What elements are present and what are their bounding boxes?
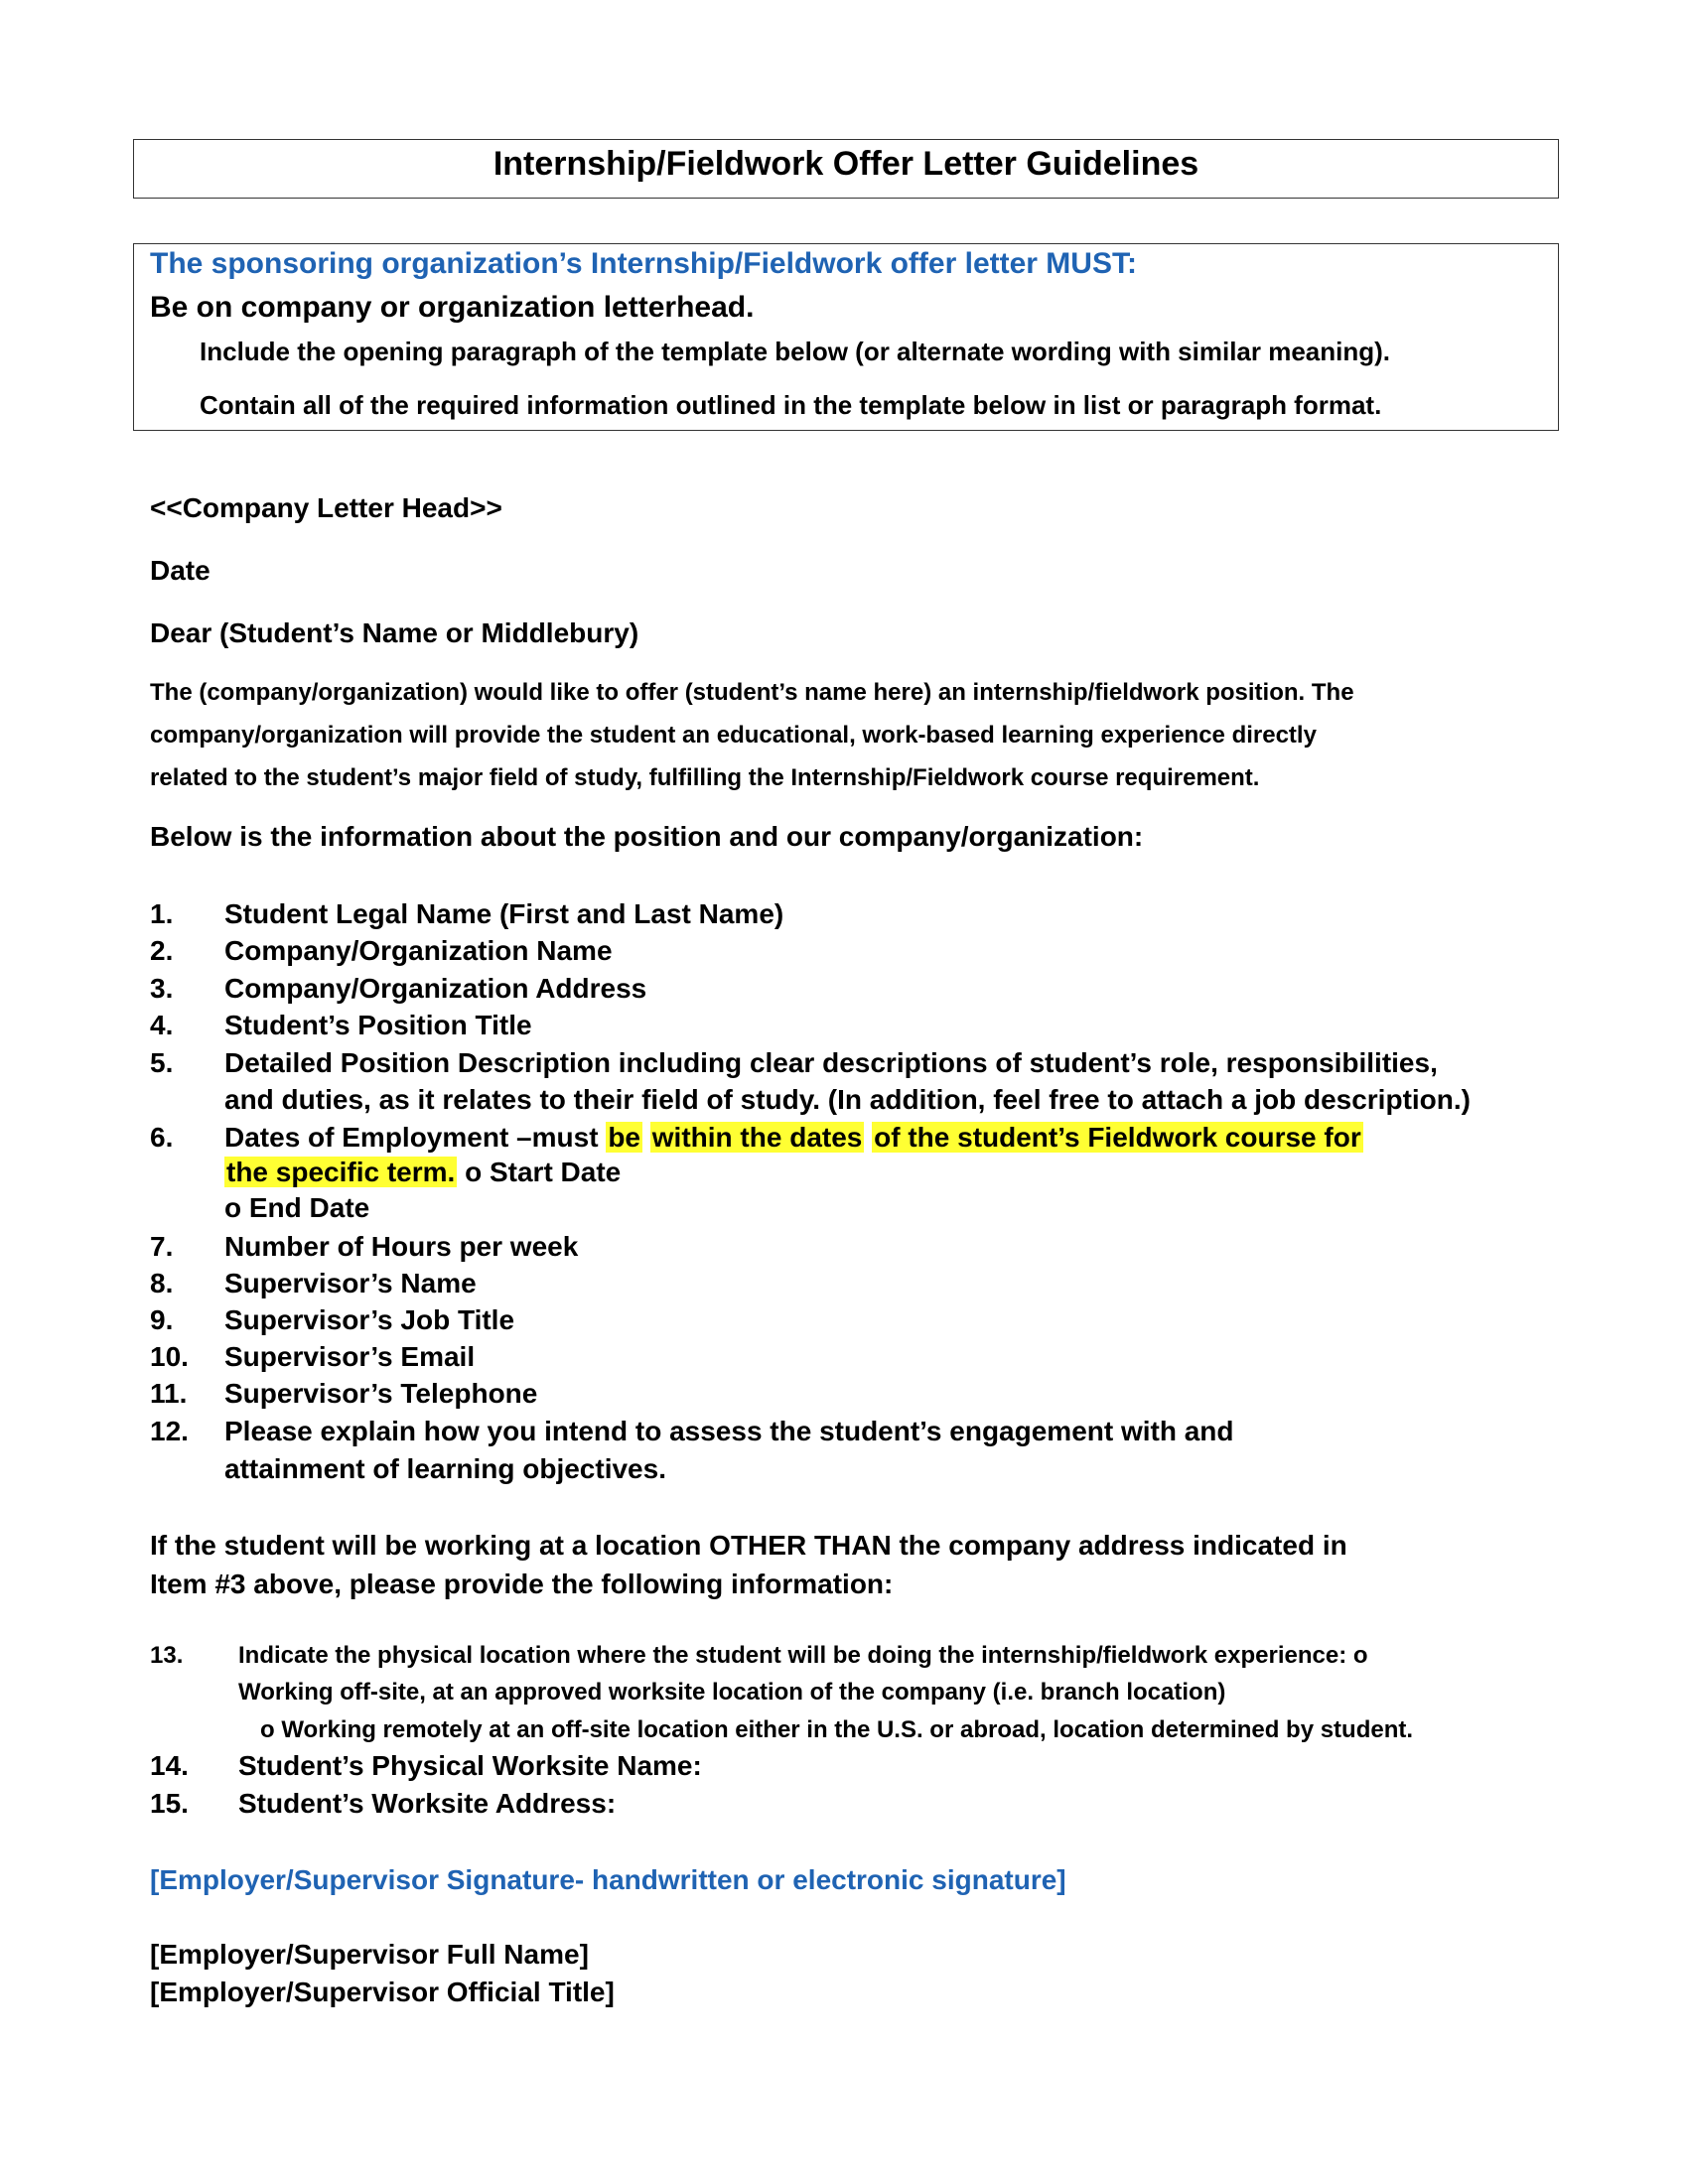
list-number: 10.	[150, 1341, 189, 1372]
list-number: 13.	[150, 1642, 184, 1669]
requirement-letterhead: Be on company or organization letterhead.	[150, 291, 755, 324]
start-date-text: o Start Date	[457, 1157, 622, 1187]
list-number: 12.	[150, 1416, 189, 1446]
list-number: 4.	[150, 1010, 174, 1040]
signature-line: [Employer/Supervisor Signature- handwritten or electronic signature]	[150, 1864, 1066, 1895]
other-location-intro-line-1: If the student will be working at a location OTHER THAN the company address indicated in	[150, 1530, 1347, 1561]
opening-paragraph-line-2: company/organization will provide the student an educational, work-based learning experience directly	[150, 722, 1317, 749]
list-number: 1.	[150, 898, 174, 929]
requirements-heading: The sponsoring organization’s Internship/Fieldwork offer letter MUST:	[150, 247, 1137, 280]
list-number: 15.	[150, 1788, 189, 1819]
list-number: 3.	[150, 973, 174, 1004]
list-item: Company/Organization Address	[224, 973, 647, 1004]
highlighted-text: be	[608, 1122, 640, 1153]
list-item: Supervisor’s Name	[224, 1268, 477, 1298]
list-item-continuation: o Working remotely at an off-site location either in the U.S. or abroad, location determined by student.	[260, 1716, 1414, 1743]
highlighted-text: within the dates	[651, 1122, 863, 1153]
list-item: Supervisor’s Email	[224, 1341, 476, 1372]
salutation: Dear (Student’s Name or Middlebury)	[150, 617, 639, 648]
list-item: Supervisor’s Telephone	[224, 1378, 538, 1409]
page-title: Internship/Fieldwork Offer Letter Guidelines	[492, 145, 1199, 183]
letterhead-placeholder: <<Company Letter Head>>	[150, 492, 502, 523]
dates-text: Dates of Employment –must	[224, 1122, 607, 1153]
list-item-dates	[224, 1122, 1363, 1154]
list-item-continuation: attainment of learning objectives.	[224, 1453, 666, 1484]
other-location-intro-line-2: Item #3 above, please provide the following information:	[150, 1569, 894, 1599]
end-date-text: o End Date	[224, 1192, 370, 1223]
list-number: 9.	[150, 1304, 174, 1335]
list-item: Indicate the physical location where the student will be doing the internship/fieldwork experience: o	[238, 1642, 1368, 1669]
list-item-continuation: Working off-site, at an approved worksite location of the company (i.e. branch location)	[238, 1679, 1226, 1706]
list-item-continuation	[224, 1157, 621, 1188]
opening-paragraph-line-3: related to the student’s major field of study, fulfilling the Internship/Fieldwork course requirement.	[150, 764, 1260, 791]
list-number: 8.	[150, 1268, 174, 1298]
list-item: Student’s Position Title	[224, 1010, 532, 1040]
list-number: 6.	[150, 1122, 174, 1153]
list-number: 2.	[150, 935, 174, 966]
supervisor-official-title: [Employer/Supervisor Official Title]	[150, 1977, 615, 2007]
list-item: Please explain how you intend to assess the student’s engagement with and	[224, 1416, 1234, 1446]
list-number: 14.	[150, 1750, 189, 1781]
requirement-opening-paragraph: Include the opening paragraph of the template below (or alternate wording with similar meaning).	[200, 337, 1391, 366]
list-item: Student Legal Name (First and Last Name)	[224, 898, 784, 929]
list-item: Supervisor’s Job Title	[224, 1304, 515, 1335]
date-placeholder: Date	[150, 555, 211, 586]
highlighted-text: of the student’s Fieldwork course for	[874, 1122, 1361, 1153]
supervisor-full-name: [Employer/Supervisor Full Name]	[150, 1939, 589, 1970]
list-item: Detailed Position Description including clear descriptions of student’s role, responsibilities,	[224, 1047, 1438, 1078]
highlighted-text: the specific term.	[226, 1157, 456, 1187]
list-number: 5.	[150, 1047, 174, 1078]
requirement-required-info: Contain all of the required information outlined in the template below in list or paragraph format.	[200, 390, 1382, 420]
list-number: 7.	[150, 1231, 174, 1262]
info-heading: Below is the information about the position and our company/organization:	[150, 821, 1144, 852]
list-item: Student’s Worksite Address:	[238, 1788, 617, 1819]
list-number: 11.	[150, 1378, 188, 1409]
opening-paragraph-line-1: The (company/organization) would like to offer (student’s name here) an internship/fieldwork position. The	[150, 679, 1354, 706]
list-item: Student’s Physical Worksite Name:	[238, 1750, 702, 1781]
list-item-continuation: and duties, as it relates to their field of study. (In addition, feel free to attach a job description.)	[224, 1084, 1471, 1115]
list-item: Company/Organization Name	[224, 935, 613, 966]
list-item: Number of Hours per week	[224, 1231, 579, 1262]
